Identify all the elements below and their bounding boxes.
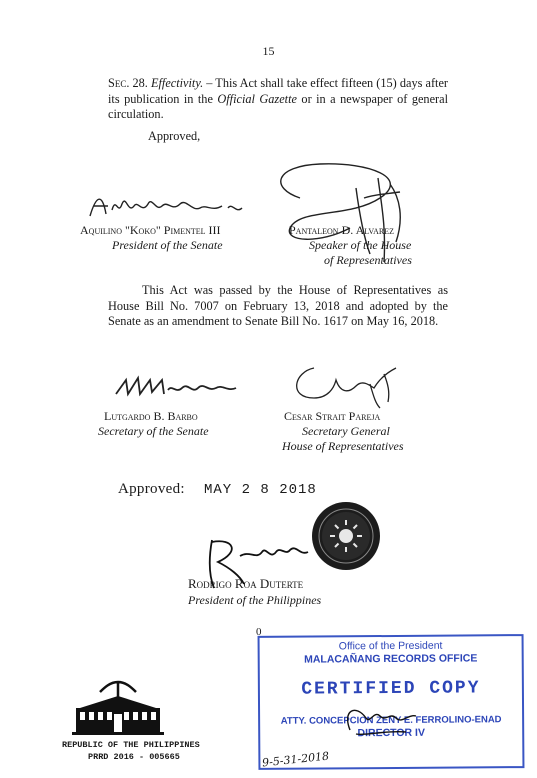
pimentel-title: President of the Senate (112, 238, 223, 252)
stamp-officer-name: ATTY. CONCEPCION ZENY E. FERROLINO-ENAD (280, 714, 502, 727)
section-heading: Effectivity. (150, 76, 204, 90)
presidential-seal-icon (310, 500, 382, 572)
page-number: 15 (262, 44, 275, 58)
handwritten-date: 9-5-31-2018 (261, 749, 330, 770)
pareja-title-2: House of Representatives (282, 439, 404, 453)
president-name: Rodrigo Roa Duterte (188, 576, 304, 591)
pimentel-name: Aquilino "Koko" Pimentel III (80, 223, 221, 237)
pareja-name: Cesar Strait Pareja (284, 409, 381, 423)
pareja-signature (284, 358, 414, 408)
president-title: President of the Philippines (188, 593, 322, 607)
approved-label: Approved, (148, 129, 201, 143)
section-number: Sec. 28. (108, 76, 148, 90)
alvarez-title-2: of Representatives (324, 253, 412, 267)
alvarez-name: Pantaleon D. Alvarez (289, 223, 395, 237)
logo-caption-prrd: PRRD 2016 - 005665 (88, 752, 180, 762)
section-text-2: or in a newspaper of general circulation. (108, 91, 448, 121)
logo-caption-republic: REPUBLIC OF THE PHILIPPINES (62, 740, 200, 750)
stamp-officer-title: DIRECTOR IV (357, 726, 425, 740)
section-28-paragraph (108, 76, 448, 123)
approval-date: MAY 2 8 2018 (204, 482, 317, 498)
gazette-name: Official Gazette (217, 91, 297, 106)
alvarez-title-1: Speaker of the House (309, 238, 412, 252)
barbo-name: Lutgardo B. Barbo (104, 409, 198, 423)
barbo-title: Secretary of the Senate (98, 424, 209, 438)
page-marker: 0 (256, 626, 262, 638)
approved-stamp-label: Approved: (118, 481, 185, 497)
barbo-signature (112, 372, 252, 402)
section-text-1: – This Act shall take effect fifteen (15) days after its publication in the (108, 76, 449, 106)
pareja-title-1: Secretary General (302, 424, 390, 438)
passage-paragraph: This Act was passed by the House of Representatives as House Bill No. 7007 on February 13, 2018 and adopted by the Senate as an amendment to Senate Bill No. 1617 on May 16, 2018. (108, 283, 448, 328)
pimentel-signature (82, 186, 262, 226)
certifier-signature (336, 700, 426, 740)
malacanang-palace-logo (70, 678, 166, 738)
stamp-records-office: MALACAÑANG RECORDS OFFICE (304, 652, 478, 666)
stamp-certified-copy: CERTIFIED COPY (301, 678, 481, 700)
stamp-office: Office of the President (338, 639, 443, 653)
